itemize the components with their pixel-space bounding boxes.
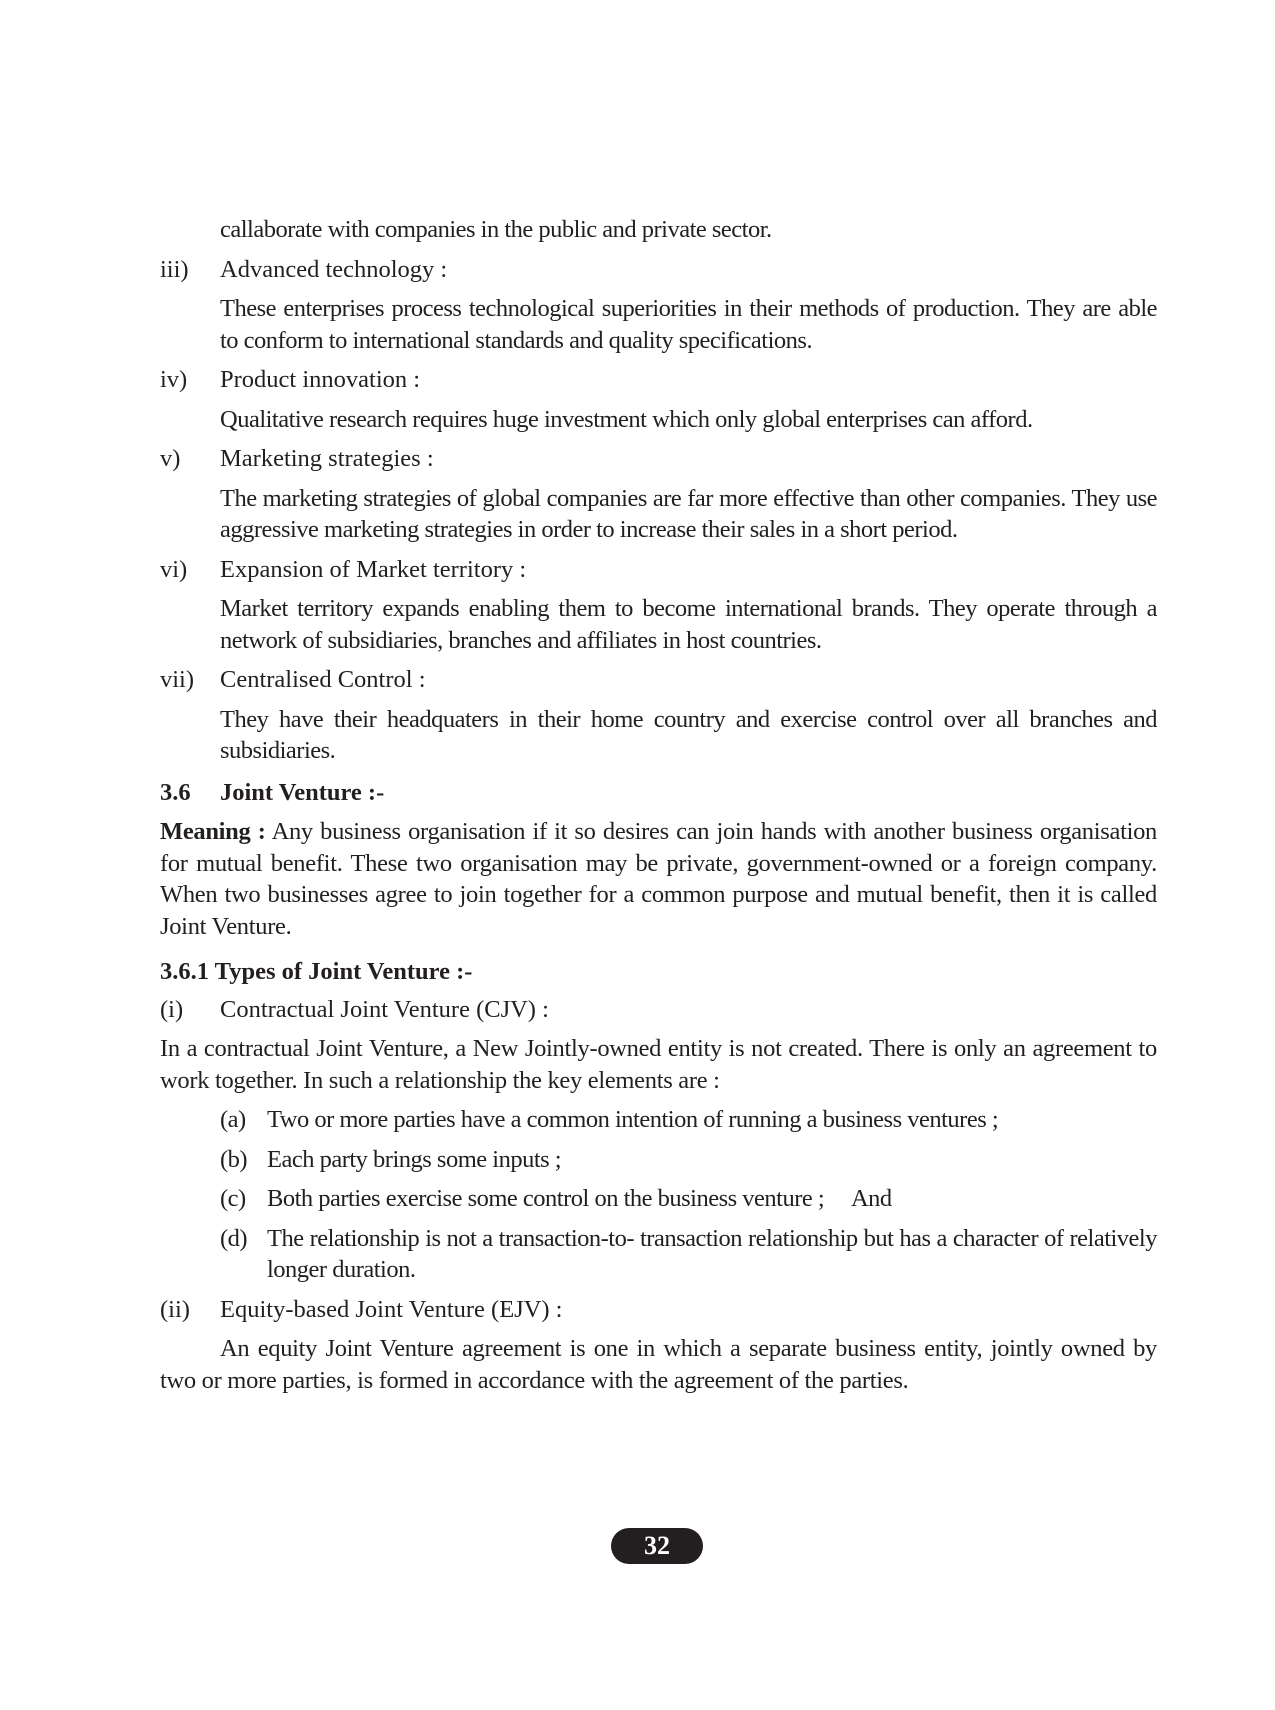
feature-item xyxy=(160,664,1157,767)
list-item xyxy=(220,1223,1157,1286)
list-item xyxy=(220,1104,1157,1136)
point-text: The relationship is not a transaction-to- transaction relationship but has a character of relatively longer duration. xyxy=(267,1224,1157,1283)
feature-description: Market territory expands enabling them to become international brands. They operate through a network of subsidiaries, branches and affiliates in host countries. xyxy=(220,595,1157,654)
list-item xyxy=(220,1144,1157,1176)
section-heading xyxy=(160,777,1157,809)
feature-number: vi) xyxy=(160,555,188,583)
cjv-title: Contractual Joint Venture (CJV) : xyxy=(220,995,549,1023)
meaning-text: Any business organisation if it so desires can join hands with another business organisation for mutual benefit. These two organisation may be private, government-owned or a foreign company. When two businesses agree to join together for a common purpose and mutual benefit, then it is called Joint Venture. xyxy=(160,818,1157,940)
feature-number: vii) xyxy=(160,666,195,693)
ejv-heading xyxy=(160,1294,1157,1326)
feature-item xyxy=(160,554,1157,657)
feature-title: Advanced technology : xyxy=(220,255,448,283)
section-number: 3.6 xyxy=(160,778,191,806)
page-content xyxy=(160,214,1157,1404)
feature-description: These enterprises process technological superiorities in their methods of production. They are able to conform to international standards and quality specifications. xyxy=(220,295,1157,354)
feature-item xyxy=(160,254,1157,357)
cjv-heading xyxy=(160,994,1157,1026)
feature-number: iii) xyxy=(160,255,189,283)
page-number-badge: 32 xyxy=(611,1528,703,1564)
feature-description: They have their headquaters in their home country and exercise control over all branches and subsidiaries. xyxy=(220,705,1157,764)
feature-title: Product innovation : xyxy=(220,366,421,393)
feature-number: v) xyxy=(160,445,181,472)
point-label: (c) xyxy=(220,1185,246,1212)
intro-line: callaborate with companies in the public and private sector. xyxy=(220,216,772,243)
feature-title: Marketing strategies : xyxy=(220,445,434,472)
cjv-number: (i) xyxy=(160,995,184,1023)
ejv-paragraph: An equity Joint Venture agreement is one in which a separate business entity, jointly owned by two or more parties, is formed in accordance with the agreement of the parties. xyxy=(160,1335,1157,1394)
point-text: Each party brings some inputs ; xyxy=(267,1145,562,1173)
feature-list xyxy=(160,254,1157,767)
point-label: (a) xyxy=(220,1106,246,1133)
feature-description: The marketing strategies of global companies are far more effective than other companies. They use aggressive marketing strategies in order to increase their sales in a short period. xyxy=(220,484,1157,543)
subsection-heading: 3.6.1 Types of Joint Venture :- xyxy=(160,958,473,985)
list-item xyxy=(220,1183,1157,1215)
point-label: (b) xyxy=(220,1145,248,1173)
feature-title: Expansion of Market territory : xyxy=(220,555,527,583)
point-text: Both parties exercise some control on the business venture ; And xyxy=(267,1185,892,1212)
feature-item xyxy=(160,443,1157,546)
point-label: (d) xyxy=(220,1224,248,1252)
point-text: Two or more parties have a common intention of running a business ventures ; xyxy=(267,1106,999,1133)
cjv-points xyxy=(160,1104,1157,1286)
ejv-number: (ii) xyxy=(160,1295,190,1323)
meaning-label: Meaning : xyxy=(160,818,266,845)
feature-item xyxy=(160,364,1157,435)
feature-title: Centralised Control : xyxy=(220,666,426,693)
meaning-paragraph xyxy=(160,816,1157,942)
ejv-title: Equity-based Joint Venture (EJV) : xyxy=(220,1295,563,1323)
feature-description: Qualitative research requires huge investment which only global enterprises can afford. xyxy=(220,405,1033,433)
section-title: Joint Venture :- xyxy=(220,778,385,806)
cjv-paragraph: In a contractual Joint Venture, a New Jointly-owned entity is not created. There is only an agreement to work together. In such a relationship the key elements are : xyxy=(160,1035,1157,1094)
feature-number: iv) xyxy=(160,366,188,393)
